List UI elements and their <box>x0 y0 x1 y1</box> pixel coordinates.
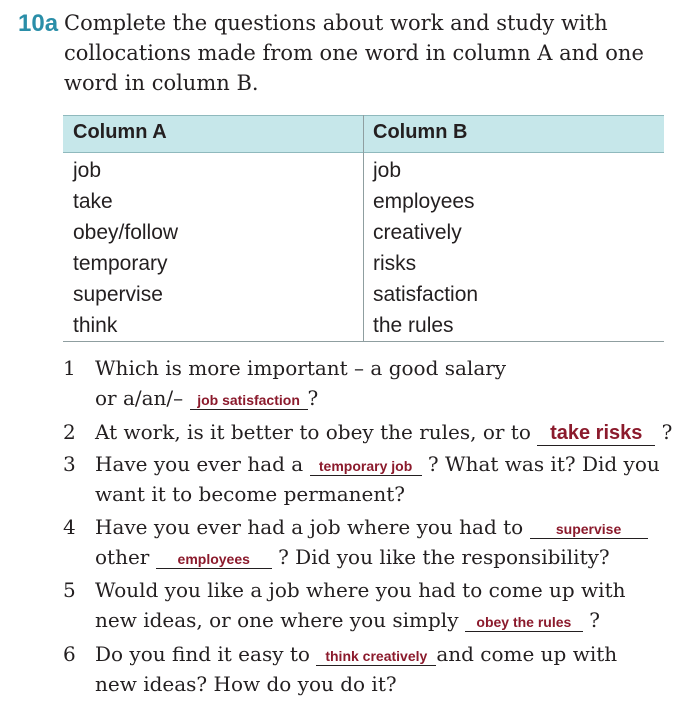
exercise-number: 10a <box>18 10 59 37</box>
question-text <box>95 384 318 412</box>
column-b-cell: job <box>373 159 402 182</box>
question-text: Which is more important – a good salary <box>95 356 507 380</box>
question-number: 5 <box>63 578 76 602</box>
column-b-cell: the rules <box>373 314 454 337</box>
question-text: new ideas? How do you do it? <box>95 672 397 696</box>
question-text-part: ? <box>307 386 319 410</box>
answer-blank[interactable]: job satisfaction <box>190 391 308 410</box>
answer-blank[interactable]: supervise <box>530 520 648 539</box>
answer-blank[interactable]: obey the rules <box>465 613 583 632</box>
question-number: 1 <box>63 356 76 380</box>
question-text-part: or a/an/– <box>95 386 190 410</box>
question-text-part: ? Did you like the responsibility? <box>271 545 610 569</box>
column-b-cell: creatively <box>373 221 462 244</box>
question-number: 6 <box>63 642 76 666</box>
question-number: 3 <box>63 452 76 476</box>
question-text <box>95 606 600 634</box>
question-text <box>95 450 660 478</box>
question-text <box>95 640 617 668</box>
question-text <box>95 513 648 541</box>
question-text: want it to become permanent? <box>95 482 406 506</box>
instruction-line: collocations made from one word in column A and one <box>64 41 644 65</box>
column-b-cell: employees <box>373 190 475 213</box>
column-divider <box>363 115 364 342</box>
question-text-part: Have you ever had a job where you had to <box>95 515 530 539</box>
answer-blank[interactable]: think creatively <box>316 647 436 666</box>
column-a-cell: supervise <box>73 283 163 306</box>
question-text-part: ? <box>655 420 673 444</box>
column-b-cell: satisfaction <box>373 283 479 306</box>
collocation-table <box>63 115 664 342</box>
column-b-header: Column B <box>373 121 468 143</box>
question-text-part: ? <box>582 608 600 632</box>
exercise-instruction <box>64 8 664 98</box>
question-text-part: Have you ever had a <box>95 452 310 476</box>
instruction-line: Complete the questions about work and study with <box>64 11 608 35</box>
question-text <box>95 418 672 446</box>
instruction-line: word in column B. <box>64 71 259 95</box>
question-text-part: Do you find it easy to <box>95 642 317 666</box>
column-b-cell: risks <box>373 252 417 275</box>
question-text-part: other <box>95 545 156 569</box>
column-a-cell: take <box>73 190 113 213</box>
table-bottom-rule <box>63 341 664 342</box>
question-text <box>95 543 610 571</box>
question-number: 4 <box>63 515 76 539</box>
question-text-part: ? What was it? Did you <box>421 452 660 476</box>
column-a-cell: think <box>73 314 118 337</box>
answer-blank[interactable]: employees <box>156 550 272 569</box>
question-text: Would you like a job where you had to come up with <box>95 578 626 602</box>
question-text-part: new ideas, or one where you simply <box>95 608 465 632</box>
column-a-header: Column A <box>73 121 167 143</box>
column-a-cell: obey/follow <box>73 221 179 244</box>
column-a-cell: temporary <box>73 252 168 275</box>
question-text-part: At work, is it better to obey the rules, or to <box>95 420 538 444</box>
question-number: 2 <box>63 420 76 444</box>
answer-blank[interactable]: temporary job <box>310 457 422 476</box>
question-text-part: and come up with <box>436 642 618 666</box>
column-a-cell: job <box>73 159 102 182</box>
answer-blank[interactable]: take risks <box>537 421 655 446</box>
